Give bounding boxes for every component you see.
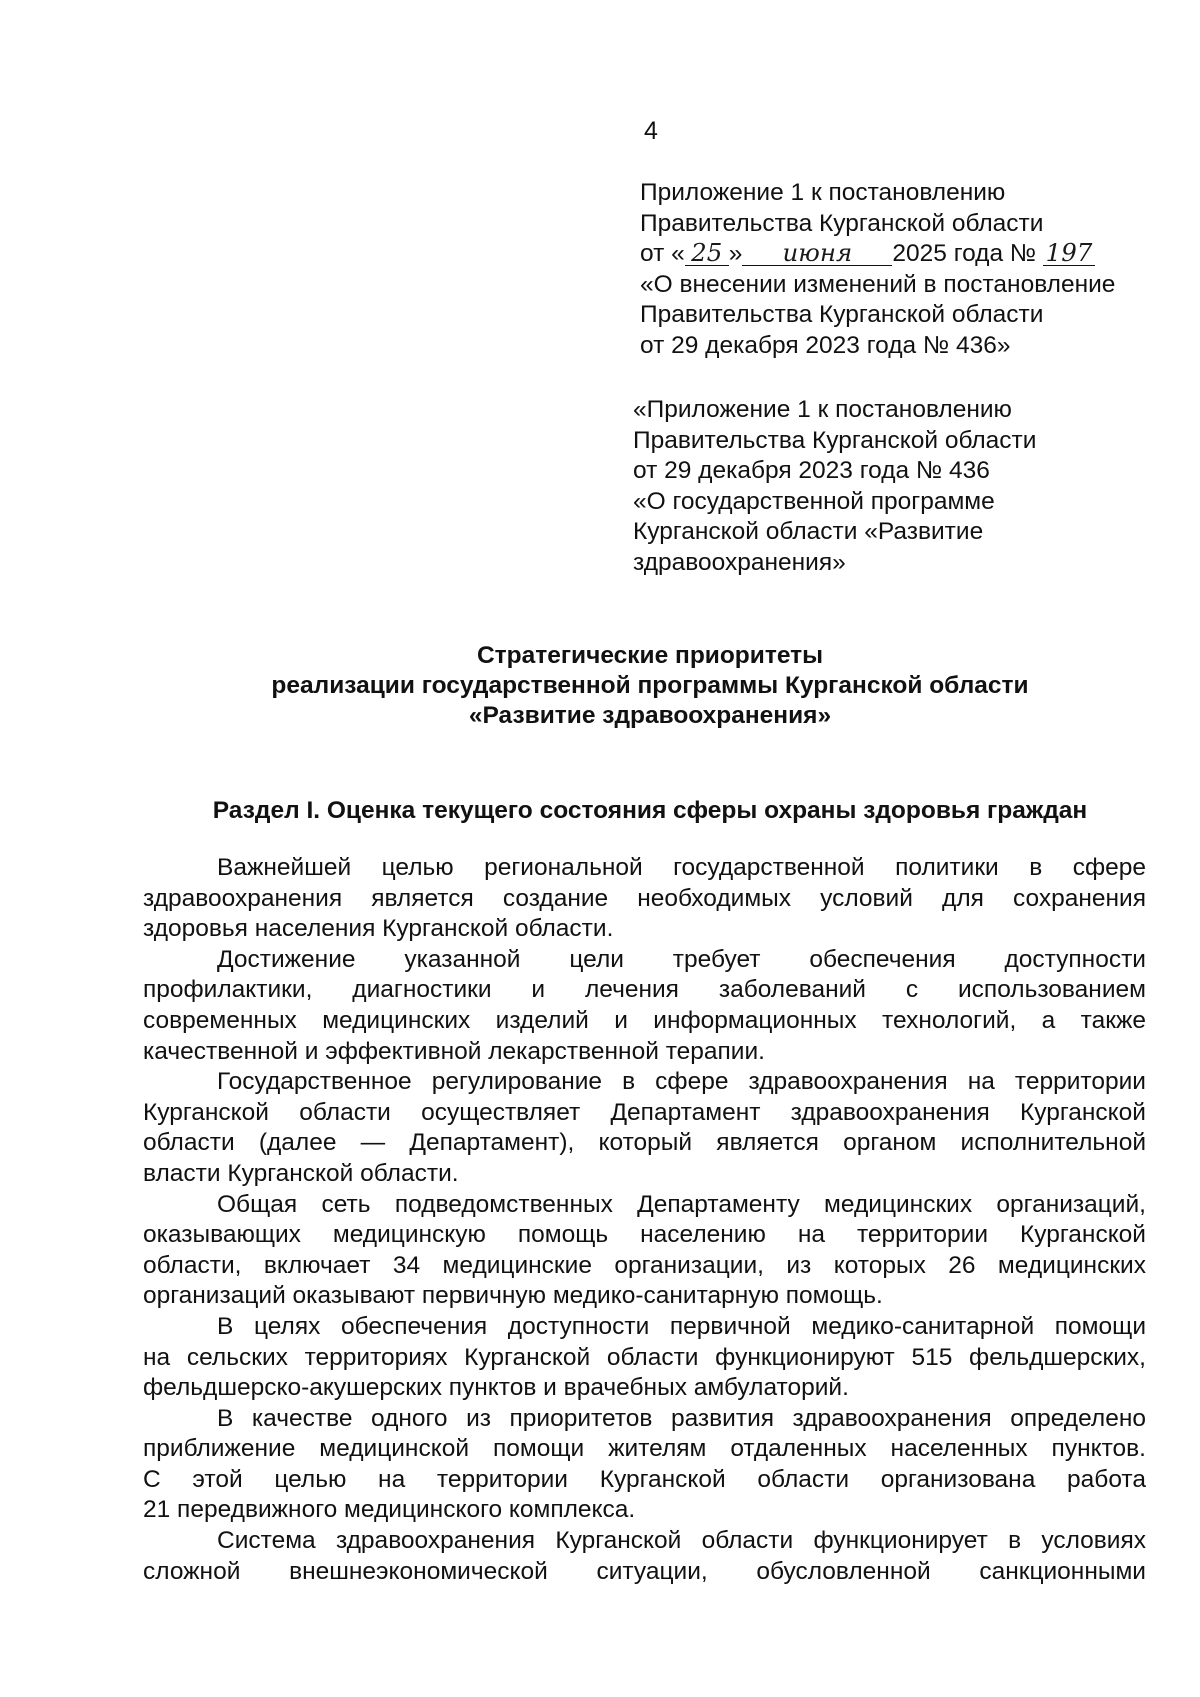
appendix-date-line bbox=[640, 239, 1115, 270]
paragraph-line: 21 передвижного медицинского комплекса. bbox=[143, 1496, 636, 1524]
appendix-line: Правительства Курганской области bbox=[640, 209, 1044, 237]
paragraph bbox=[143, 1312, 1146, 1404]
paragraph-line: В целях обеспечения доступности первичной медико-санитарной помощи bbox=[217, 1312, 1146, 1340]
handwritten-day: 25 bbox=[685, 241, 729, 266]
paragraph-line: современных медицинских изделий и информационных технологий, а также bbox=[143, 1006, 1146, 1034]
appendix-line: Курганской области «Развитие bbox=[633, 518, 984, 545]
appendix-line: Правительства Курганской области bbox=[633, 426, 1037, 454]
paragraph-line: фельдшерско-акушерских пунктов и врачебных амбулаторий. bbox=[143, 1374, 849, 1402]
paragraph bbox=[143, 1190, 1146, 1312]
appendix-quote-close: » bbox=[728, 240, 743, 267]
paragraph-line: оказывающих медицинскую помощь населению на территории Курганской bbox=[143, 1221, 1146, 1249]
paragraph-line: качественной и эффективной лекарственной терапии. bbox=[143, 1037, 765, 1065]
appendix-year-text: 2025 года № bbox=[892, 240, 1037, 267]
paragraph-line: сложной внешнеэкономической ситуации, обусловленной санкционными bbox=[143, 1557, 1146, 1585]
section-heading: Раздел I. Оценка текущего состояния сферы охраны здоровья граждан bbox=[212, 797, 1088, 824]
appendix-line: Приложение 1 к постановлению bbox=[640, 179, 1006, 206]
paragraph bbox=[143, 853, 1146, 945]
paragraph bbox=[143, 945, 1146, 1067]
paragraph-line: здравоохранения является создание необходимых условий для сохранения bbox=[143, 884, 1146, 912]
appendix-line: «Приложение 1 к постановлению bbox=[633, 396, 1012, 423]
paragraph-line: Достижение указанной цели требует обеспечения доступности bbox=[217, 945, 1146, 973]
page-number: 4 bbox=[644, 117, 658, 145]
paragraph-line: Общая сеть подведомственных Департаменту медицинских организаций, bbox=[217, 1190, 1146, 1218]
paragraph bbox=[143, 1067, 1146, 1189]
appendix-line: Правительства Курганской области bbox=[640, 301, 1044, 328]
title-line: «Развитие здравоохранения» bbox=[468, 702, 832, 729]
appendix-line: здравоохранения» bbox=[633, 548, 846, 576]
paragraph-line: области (далее — Департамент), который является органом исполнительной bbox=[143, 1129, 1146, 1157]
handwritten-number: 197 bbox=[1043, 241, 1095, 266]
paragraph-line: профилактики, диагностики и лечения заболеваний с использованием bbox=[143, 976, 1146, 1004]
paragraph bbox=[143, 1404, 1146, 1526]
appendix-line: «О внесении изменений в постановление bbox=[640, 270, 1116, 298]
paragraph-line: области, включает 34 медицинские организации, из которых 26 медицинских bbox=[143, 1251, 1146, 1279]
appendix-line: от 29 декабря 2023 года № 436 bbox=[633, 457, 990, 484]
paragraph-line: Система здравоохранения Курганской области функционирует в условиях bbox=[217, 1527, 1146, 1555]
body-text bbox=[143, 853, 1146, 1587]
paragraph-line: приближение медицинской помощи жителям отдаленных населенных пунктов. bbox=[143, 1435, 1146, 1463]
paragraph-line: Курганской области осуществляет Департамент здравоохранения Курганской bbox=[143, 1098, 1146, 1126]
appendix-ot-prefix: от « bbox=[640, 240, 685, 267]
paragraph-line: Государственное регулирование в сфере здравоохранения на территории bbox=[217, 1068, 1146, 1096]
document-title bbox=[130, 641, 1170, 731]
appendix-current-header bbox=[640, 178, 1115, 361]
handwritten-month: июня bbox=[742, 241, 892, 266]
appendix-original-header bbox=[633, 395, 1036, 578]
paragraph-line: на сельских территориях Курганской области функционируют 515 фельдшерских, bbox=[143, 1343, 1146, 1371]
title-line: реализации государственной программы Курганской области bbox=[271, 672, 1029, 699]
title-line: Стратегические приоритеты bbox=[476, 642, 824, 669]
appendix-line: от 29 декабря 2023 года № 436» bbox=[640, 331, 1011, 359]
appendix-line: «О государственной программе bbox=[633, 487, 995, 515]
paragraph-line: здоровья населения Курганской области. bbox=[143, 915, 614, 943]
paragraph-line: Важнейшей целью региональной государственной политики в сфере bbox=[217, 854, 1146, 881]
paragraph-line: власти Курганской области. bbox=[143, 1159, 459, 1187]
paragraph-line: организаций оказывают первичную медико-санитарную помощь. bbox=[143, 1282, 883, 1310]
paragraph bbox=[143, 1526, 1146, 1587]
paragraph-line: В качестве одного из приоритетов развития здравоохранения определено bbox=[217, 1404, 1146, 1432]
paragraph-line: С этой целью на территории Курганской области организована работа bbox=[143, 1465, 1146, 1493]
